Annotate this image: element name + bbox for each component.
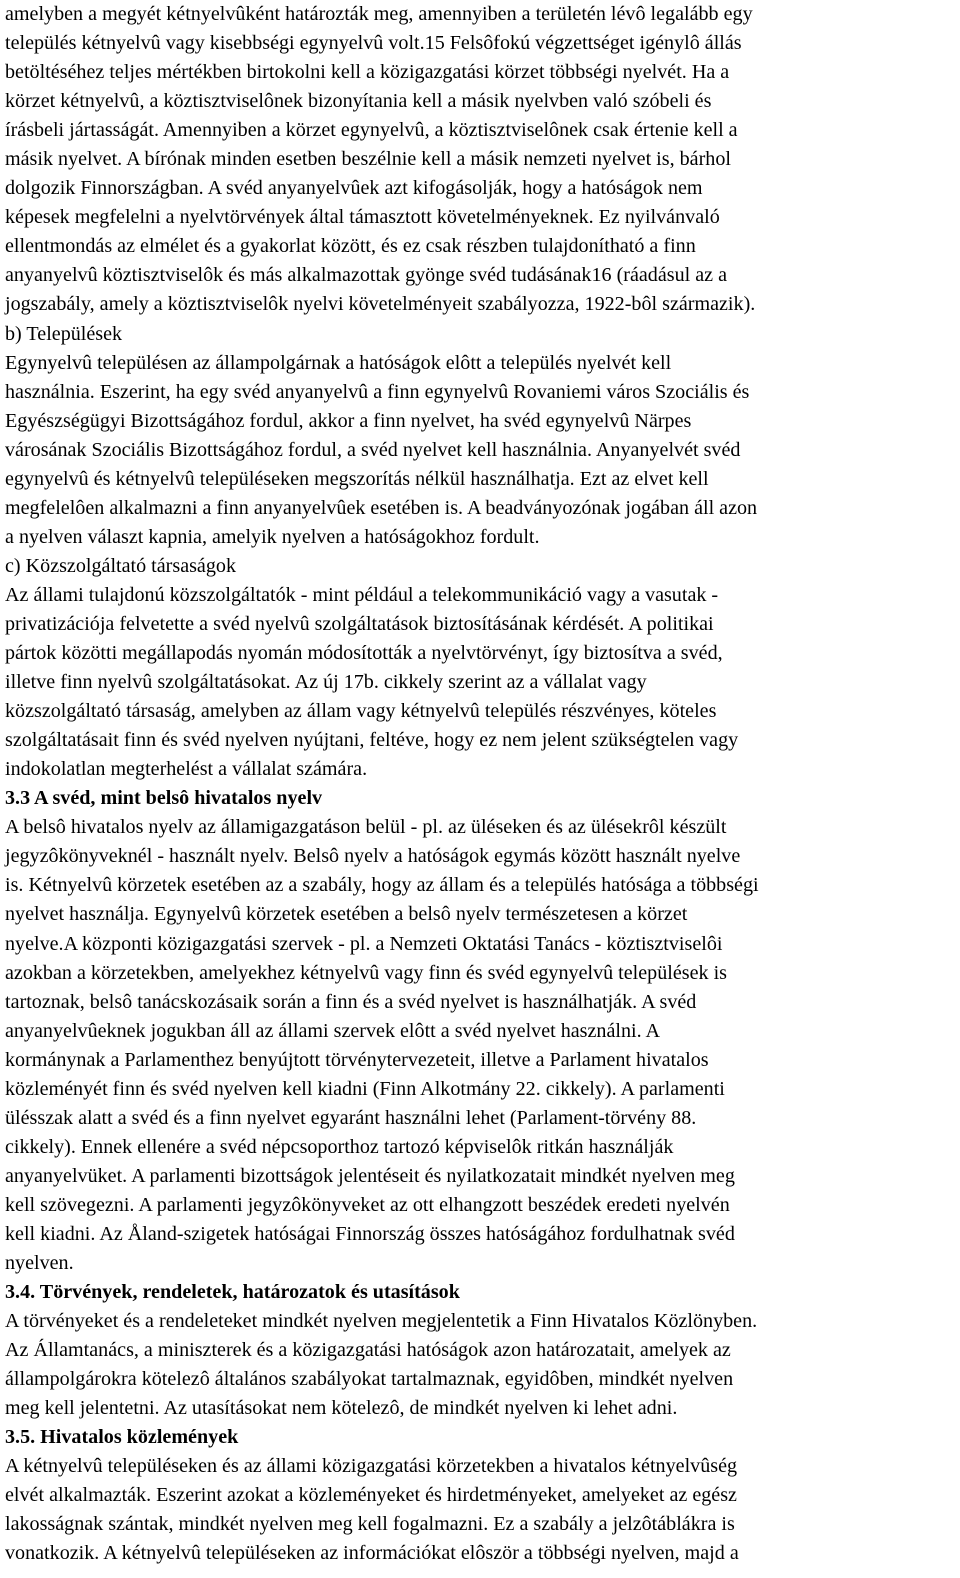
text-line: elvét alkalmazták. Eszerint azokat a közleményeket és hirdetményeket, amelyeket az egész (5, 1484, 737, 1507)
text-line: vonatkozik. A kétnyelvû településeken az információkat elôször a többségi nyelven, majd a (5, 1542, 739, 1565)
text-line: nyelvet használja. Egynyelvû körzetek esetében a belsô nyelv természetesen a körzet (5, 903, 688, 926)
section-heading: 3.4. Törvények, rendeletek, határozatok és utasítások (5, 1281, 460, 1304)
text-line: anyanyelvû köztisztviselôk és más alkalmazottak gyönge svéd tudásának16 (ráadásul az a (5, 264, 728, 287)
text-line: használnia. Eszerint, ha egy svéd anyanyelvû a finn egynyelvû Rovaniemi város Szociális és (5, 380, 750, 403)
text-line: állampolgárokra kötelezô általános szabályokat tartalmaznak, egyidôben, mindkét nyelven (5, 1368, 734, 1391)
section-heading: 3.5. Hivatalos közlemények (5, 1426, 239, 1449)
text-line: ellentmondás az elmélet és a gyakorlat között, és ez csak részben tulajdonítható a finn (5, 235, 696, 258)
text-line: azokban a körzetekben, amelyekhez kétnyelvû vagy finn és svéd egynyelvû települések is (5, 961, 727, 984)
text-line: Az állami tulajdonú közszolgáltatók - mint például a telekommunikáció vagy a vasutak - (5, 583, 719, 606)
text-line: A törvényeket és a rendeleteket mindkét nyelven megjelentetik a Finn Hivatalos Közlönyben. (5, 1310, 758, 1333)
text-line: dolgozik Finnországban. A svéd anyanyelvûek azt kifogásolják, hogy a hatóságok nem (5, 177, 703, 200)
text-line: pártok közötti megállapodás nyomán módosították a nyelvtörvényt, így biztosítva a svéd, (5, 642, 723, 665)
text-line: indokolatlan megterhelést a vállalat számára. (5, 758, 368, 781)
text-line: közleményét finn és svéd nyelven kell kiadni (Finn Alkotmány 22. cikkely). A parlamenti (5, 1077, 725, 1100)
text-line: írásbeli jártasságát. Amennyiben a körzet egynyelvû, a köztisztviselônek csak értenie kell a (5, 119, 738, 142)
text-line: nyelve.A központi közigazgatási szervek - pl. a Nemzeti Oktatási Tanács - köztisztviselôi (5, 932, 723, 955)
text-line: megfelelôen alkalmazni a finn anyanyelvûek esetében is. A beadványozónak jogában áll azon (5, 496, 758, 519)
text-line: anyanyelvûeknek jogukban áll az állami szervek elôtt a svéd nyelvet használni. A (5, 1019, 661, 1042)
text-line: betöltéséhez teljes mértékben birtokolni kell a közigazgatási körzet többségi nyelvét. Ha a (5, 61, 730, 84)
text-line: szolgáltatásait finn és svéd nyelven nyújtani, feltéve, hogy ez nem jelent szükségtelen vagy (5, 729, 739, 752)
text-line: városának Szociális Bizottságához fordul, a svéd nyelvet kell használnia. Anyanyelvét svéd (5, 438, 741, 461)
text-line: jogszabály, amely a köztisztviselôk nyelvi követelményeit szabályozza, 1922-bôl származik). (5, 293, 756, 316)
section-heading: 3.3 A svéd, mint belsô hivatalos nyelv (5, 787, 323, 810)
text-line: illetve finn nyelvû szolgáltatásokat. Az új 17b. cikkely szerint az a vállalat vagy (5, 671, 647, 694)
text-line: ülésszak alatt a svéd és a finn nyelvet egyaránt használni lehet (Parlament-törvény 88. (5, 1106, 697, 1129)
text-line: a nyelven választ kapnia, amelyik nyelven a hatóságokhoz fordult. (5, 525, 540, 548)
text-line: kell szövegezni. A parlamenti jegyzôkönyveket az ott elhangzott beszédek eredeti nyelvén (5, 1193, 730, 1216)
text-line: is. Kétnyelvû körzetek esetében az a szabály, hogy az állam és a település hatósága a többségi (5, 874, 759, 897)
text-line: másik nyelvet. A bírónak minden esetben beszélnie kell a másik nemzeti nyelvet is, bárhol (5, 148, 731, 171)
text-line: tartoznak, belsô tanácskozásaik során a finn és a svéd nyelvet is használhatják. A svéd (5, 990, 697, 1013)
text-line: képesek megfelelni a nyelvtörvények által támasztott követelményeknek. Ez nyilvánvaló (5, 206, 720, 229)
text-line: egynyelvû és kétnyelvû településeken megszorítás nélkül használhatja. Ezt az elvet kell (5, 467, 709, 490)
text-line: A belsô hivatalos nyelv az államigazgatáson belül - pl. az üléseken és az ülésekrôl készült (5, 816, 727, 839)
text-line: nyelven. (5, 1252, 74, 1275)
text-line: amelyben a megyét kétnyelvûként határozták meg, amennyiben a területén lévô legalább egy (5, 3, 753, 25)
text-line: cikkely). Ennek ellenére a svéd népcsoporthoz tartozó képviselôk ritkán használják (5, 1135, 674, 1158)
text-line: anyanyelvüket. A parlamenti bizottságok jelentéseit és nyilatkozatait mindkét nyelven meg (5, 1164, 735, 1187)
document-page (5, 0, 955, 1569)
text-line: Egynyelvû településen az állampolgárnak a hatóságok elôtt a település nyelvét kell (5, 351, 672, 374)
text-line: privatizációja felvetette a svéd nyelvû szolgáltatások biztosításának kérdését. A politikai (5, 612, 714, 635)
text-line: lakosságnak szántak, mindkét nyelven meg kell fogalmazni. Ez a szabály a jelzôtáblákra is (5, 1513, 735, 1536)
text-line: település kétnyelvû vagy kisebbségi egynyelvû volt.15 Felsôfokú végzettséget igénylô állás (5, 32, 742, 55)
text-line: Egyészségügyi Bizottságához fordul, akkor a finn nyelvet, ha svéd egynyelvû Närpes (5, 409, 692, 432)
text-line: meg kell jelentetni. Az utasításokat nem kötelezô, de mindkét nyelven ki lehet adni. (5, 1397, 678, 1420)
text-line: kell kiadni. Az Åland-szigetek hatóságai Finnország összes hatóságához fordulhatnak svéd (5, 1222, 735, 1245)
text-line: Az Államtanács, a miniszterek és a közigazgatási hatóságok azon határozatait, amelyek az (5, 1339, 731, 1362)
text-line: A kétnyelvû településeken és az állami közigazgatási körzetekben a hivatalos kétnyelvûség (5, 1455, 738, 1478)
text-line: b) Települések (5, 322, 123, 345)
text-line: kormánynak a Parlamenthez benyújtott törvénytervezeteit, illetve a Parlament hivatalos (5, 1048, 709, 1071)
text-line: c) Közszolgáltató társaságok (5, 554, 236, 577)
text-line: jegyzôkönyveknél - használt nyelv. Belsô nyelv a hatóságok egymás között használt nyelve (5, 845, 741, 868)
text-line: közszolgáltató társaság, amelyben az állam vagy kétnyelvû település részvényes, köteles (5, 700, 717, 723)
text-line: körzet kétnyelvû, a köztisztviselônek bizonyítania kell a másik nyelvben való szóbeli és (5, 90, 712, 113)
